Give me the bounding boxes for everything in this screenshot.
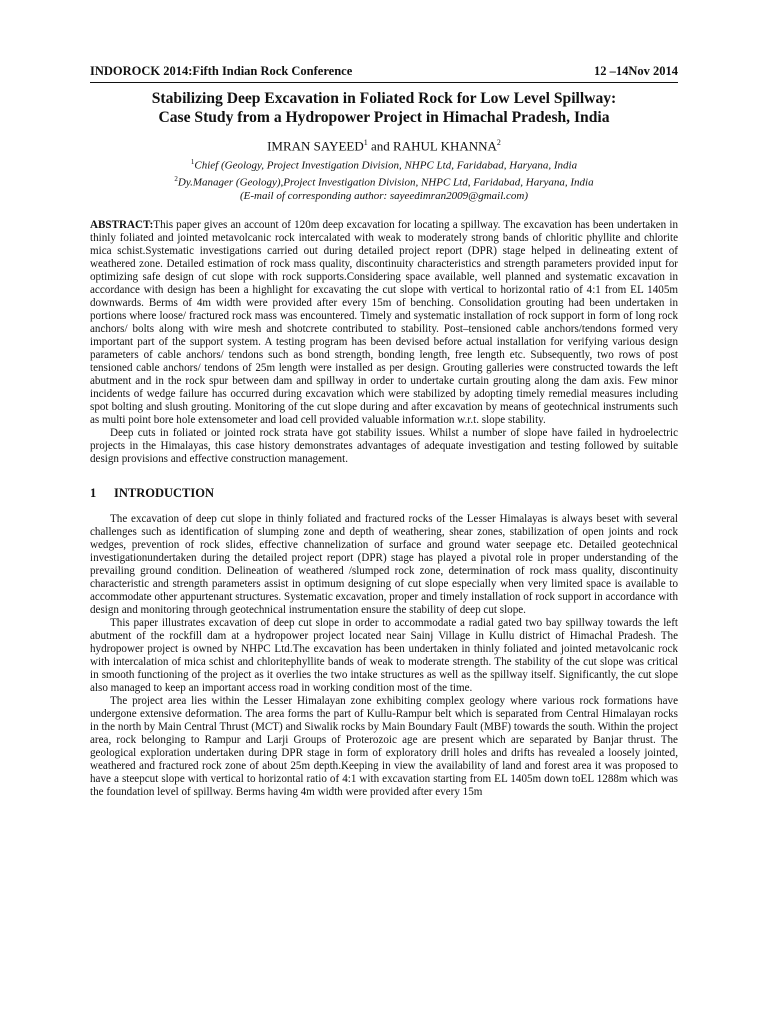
- running-header: [90, 64, 678, 83]
- affiliation-2: [90, 173, 678, 190]
- conference-date: 12 –14Nov 2014: [593, 64, 678, 78]
- abstract-paragraph-2: Deep cuts in foliated or jointed rock strata have got stability issues. Whilst a number of slope have failed in hydroelectric projects in the Himalayas, this case history demonstrates advantages of adequate investigation and testing followed by suitable design provisions and effective construction management.: [90, 426, 678, 465]
- section-heading-introduction: [90, 486, 678, 501]
- affiliation-1-mark: 1: [190, 158, 195, 167]
- affiliation-2-mark: 2: [174, 174, 178, 183]
- section-number: 1: [90, 485, 97, 500]
- conference-name: INDOROCK 2014:Fifth Indian Rock Conference: [90, 64, 353, 78]
- introduction-body: [90, 513, 678, 799]
- intro-paragraph-1: The excavation of deep cut slope in thinly foliated and fractured rocks of the Lesser Himalayas is always beset with several challenges such as identification of slumping zone and depth of weathering, shear zones, stabilization of open joints and rock wedges, prevention of rock slides, effective channelization of surface and ground water seepage etc. Detailed geotechnical investigationundertaken during the detailed project report (DPR) stage has played a pivotal role in proper understanding of the prevailing ground condition. Delineation of weathered /slumped rock zone, determination of rock mass quality, discontinuity characteristic and strength parameters assist in optimum designing of cut slope especially when very limited space is available to accommodate other appurtenant structures. Systematic excavation, proper and timely installation of rock support in accordance with design and monitoring through geotechnical instrumentation ensure the stability of deep cut slope.: [90, 512, 678, 616]
- intro-paragraph-3: The project area lies within the Lesser Himalayan zone exhibiting complex geology where various rock formations have undergone extensive deformation. The area forms the part of Kullu-Rampur belt which is separated from Central Himalayan rocks in the north by Main Central Thrust (MCT) and Siwalik rocks by Main Boundary Fault (MBF) towards the south. Within the project area, rock belonging to Rampur and Larji Groups of Proterozoic age are present which are separated by Banjar thrust. The geological exploration undertaken during DPR stage in form of exploratory drill holes and drifts has revealed a loosely jointed, weathered and fractured rock zone of about 25m depth.Keeping in view the availability of land and forest area it was proposed to have a steepcut slope with vertical to horizontal ratio of 4:1 with excavation starting from EL 1405m down toEL 1288m which was the foundation level of spillway. Berms having 4m width were provided after every 15m: [90, 694, 678, 798]
- abstract-label: ABSTRACT:: [90, 218, 154, 231]
- abstract-paragraph-1: [90, 219, 678, 427]
- abstract-text-1: This paper gives an account of 120m deep excavation for locating a spillway. The excavation has been undertaken in thinly foliated and jointed metavolcanic rock intercalated with weak to moderately strong bands of chloritic phyllite and chlorite mica schist.Systematic investigations carried out during detailed project report (DPR) stage helped in delineating extent of weathered zone. Detailed estimation of rock mass quality, discontinuity characteristics and strength parameters provided input for optimizing safe design of cut slope with rock supports.Considering space available, well planned and systematic excavation in accordance with design has been a highlight for excavating the cut slope with vertical to horizontal ratio of 4:1 from EL 1405m downwards. Berms of 4m width were provided after every 15m of benching. Consolidation grouting had been undertaken in portions where loose/ fractured rock mass was encountered. Timely and systematic installation of rock support in form of long rock anchors/ bolts along with wire mesh and shotcrete contributed to stability. Post–tensioned cable anchors/tendons formed very important part of the support system. A testing program has been devised before actual installation for verifying various design parameters of cable anchors/ tendons such as bond strength, bonding length, free length etc. Subsequently, two rows of post tensioned cable anchors/ tendons of 25m length were installed as per design. Grouting galleries were constructed towards the left abutment and in the rock spur between dam and spillway in order to undertake curtain grouting along the dam axis. Few minor incidents of wedge failure has occurred during excavation which were stabilized by adopting timely remedial measures including spot bolting and slush grouting. Monitoring of the cut slope during and after excavation by means of geotechnical instruments such as multi point bore hole extensometer and load cell provided valuable information w.r.t. slope stability.: [90, 218, 678, 426]
- author-list: [90, 135, 678, 154]
- author-1-mark: 1: [363, 138, 368, 147]
- author-2: RAHUL KHANNA: [393, 138, 497, 154]
- abstract: [90, 219, 678, 466]
- affiliation-2-text: Dy.Manager (Geology),Project Investigation Division, NHPC Ltd, Faridabad, Haryana, India: [177, 176, 594, 189]
- affiliations: [90, 156, 678, 202]
- affiliation-1: [90, 156, 678, 173]
- author-2-mark: 2: [496, 138, 501, 147]
- paper-title: [90, 89, 678, 127]
- title-line-2: Case Study from a Hydropower Project in Himachal Pradesh, India: [158, 109, 610, 126]
- title-line-1: Stabilizing Deep Excavation in Foliated Rock for Low Level Spillway:: [151, 90, 617, 107]
- section-title: INTRODUCTION: [114, 485, 215, 500]
- intro-paragraph-2: This paper illustrates excavation of deep cut slope in order to accommodate a radial gated two bay spillway towards the left abutment of the rockfill dam at a hydropower project located near Sainj Village in Kullu district of Himachal Pradesh. The hydropower project is owned by NHPC Ltd.The excavation has been undertaken in thinly foliated and jointed metavolcanic rock with intercalation of mica schist and chloritephyllite bands of weak to moderate strength. The stability of the cut slope was critical in smooth functioning of the project as it overlies the two intake structures as well as the spillway itself. Significantly, the cut slope also managed to keep an important access road in working condition most of the time.: [90, 616, 678, 694]
- author-1: IMRAN SAYEED: [267, 138, 364, 154]
- affiliation-1-text: Chief (Geology, Project Investigation Division, NHPC Ltd, Faridabad, Haryana, India: [194, 159, 578, 172]
- corresponding-email: (E-mail of corresponding author: sayeedimran2009@gmail.com): [239, 189, 529, 202]
- author-conjunction: and: [367, 138, 394, 154]
